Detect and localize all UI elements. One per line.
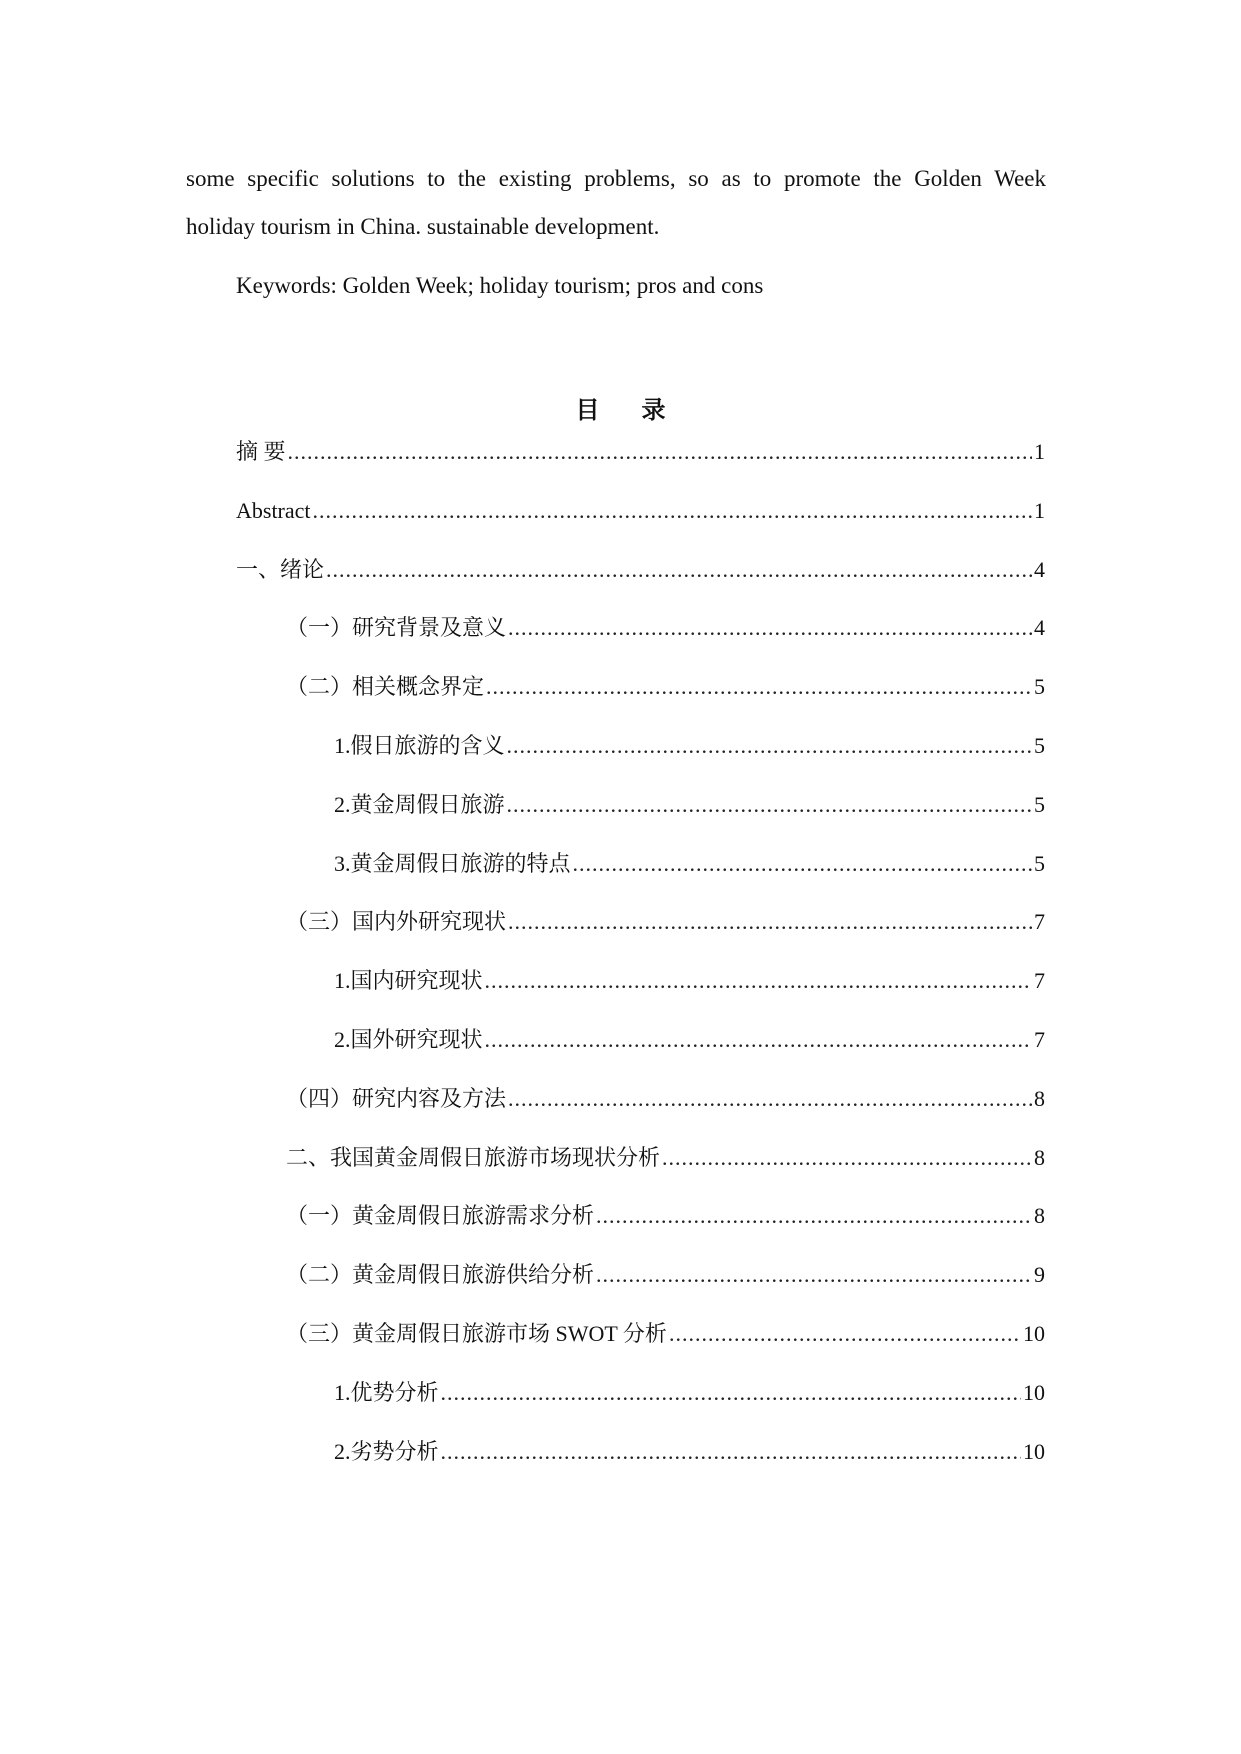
toc-entry-page-number: 1 [1034,497,1045,523]
toc-entry[interactable] [334,965,1045,997]
toc-entry[interactable] [236,436,1045,468]
toc-entry-page-number: 4 [1034,556,1045,582]
toc-leader-dots [441,1377,1021,1409]
toc-entry-label: 2.黄金周假日旅游 [334,791,505,817]
toc-entry-label: 2.国外研究现状 [334,1027,483,1052]
toc-entry-label: 2.劣势分析 [334,1438,439,1464]
toc-entry-label: 二、我国黄金周假日旅游市场现状分析 [286,1144,661,1170]
toc-entry-page-number: 7 [1034,968,1045,994]
toc-entry-label: 摘 要 [236,439,286,464]
toc-entry-label: （三）国内外研究现状 [286,909,507,935]
toc-entry[interactable] [334,730,1045,762]
toc-entry-page-number: 5 [1034,733,1045,758]
toc-entry[interactable] [286,1083,1045,1115]
toc-leader-dots [288,436,1032,468]
toc-entry-label: （一）黄金周假日旅游需求分析 [286,1203,595,1229]
toc-entry-page-number: 5 [1034,791,1045,817]
toc-entry[interactable] [286,1142,1045,1174]
toc-entry-page-number: 5 [1034,674,1045,700]
toc-entry[interactable] [334,848,1045,880]
toc-entry-page-number: 9 [1034,1262,1045,1288]
toc-leader-dots [486,671,1032,703]
toc-entry-page-number: 8 [1034,1085,1045,1111]
toc-leader-dots [508,906,1032,938]
toc-entry-label: （二）黄金周假日旅游供给分析 [286,1262,595,1288]
toc-entry-page-number: 8 [1034,1203,1045,1229]
keywords-line: Keywords: Golden Week; holiday tourism; pros and cons [236,273,764,298]
toc-entry[interactable] [236,554,1045,586]
toc-entry-label: Abstract [236,497,311,523]
toc-entry-page-number: 4 [1034,615,1045,641]
toc-entry[interactable] [334,1024,1045,1056]
toc-entry[interactable] [334,1436,1045,1468]
toc-leader-dots [485,1024,1032,1056]
toc-leader-dots [326,554,1032,586]
abstract-line: some specific solutions to the existing problems, so as to promote the Golden Week [186,166,1046,191]
toc-entry[interactable] [334,789,1045,821]
toc-entry-page-number: 7 [1034,1027,1045,1052]
toc-entry[interactable] [286,612,1045,644]
toc-entry-label: （四）研究内容及方法 [286,1085,507,1111]
toc-entry-page-number: 1 [1034,439,1045,464]
toc-entry-label: （一）研究背景及意义 [286,615,507,641]
toc-entry[interactable] [236,495,1045,527]
toc-entry-page-number: 8 [1034,1144,1045,1170]
toc-entry-page-number: 10 [1023,1321,1045,1346]
toc-leader-dots [507,730,1032,762]
toc-entry-label: （二）相关概念界定 [286,674,485,700]
abstract-paragraph [186,155,1046,251]
toc-entry[interactable] [286,1318,1045,1350]
toc-entry-page-number: 10 [1023,1379,1045,1405]
toc-entry-page-number: 5 [1034,850,1045,876]
toc-leader-dots [441,1436,1021,1468]
toc-leader-dots [508,1083,1032,1115]
toc-entry[interactable] [286,1200,1045,1232]
abstract-line: holiday tourism in China. sustainable development. [186,214,660,239]
toc-leader-dots [507,789,1032,821]
toc-entry[interactable] [286,671,1045,703]
toc-leader-dots [485,965,1032,997]
toc-leader-dots [662,1142,1032,1174]
toc-entry[interactable] [286,1259,1045,1291]
toc-leader-dots [573,848,1032,880]
toc-entry-label: 3.黄金周假日旅游的特点 [334,850,571,876]
toc-entry-label: 1.假日旅游的含义 [334,733,505,758]
toc-leader-dots [313,495,1032,527]
toc-title: 目 录 [575,398,684,424]
toc-leader-dots [596,1200,1032,1232]
toc-entry-label: （三）黄金周假日旅游市场 SWOT 分析 [286,1321,667,1346]
toc-entry-label: 一、绪论 [236,556,325,582]
toc-entry-label: 1.国内研究现状 [334,968,483,994]
toc-entry[interactable] [334,1377,1045,1409]
toc-entry-label: 1.优势分析 [334,1379,439,1405]
toc-leader-dots [508,612,1032,644]
toc-entry[interactable] [286,906,1045,938]
toc-entry-page-number: 10 [1023,1438,1045,1464]
toc-leader-dots [669,1318,1021,1350]
toc-entry-page-number: 7 [1034,909,1045,935]
toc-leader-dots [596,1259,1032,1291]
